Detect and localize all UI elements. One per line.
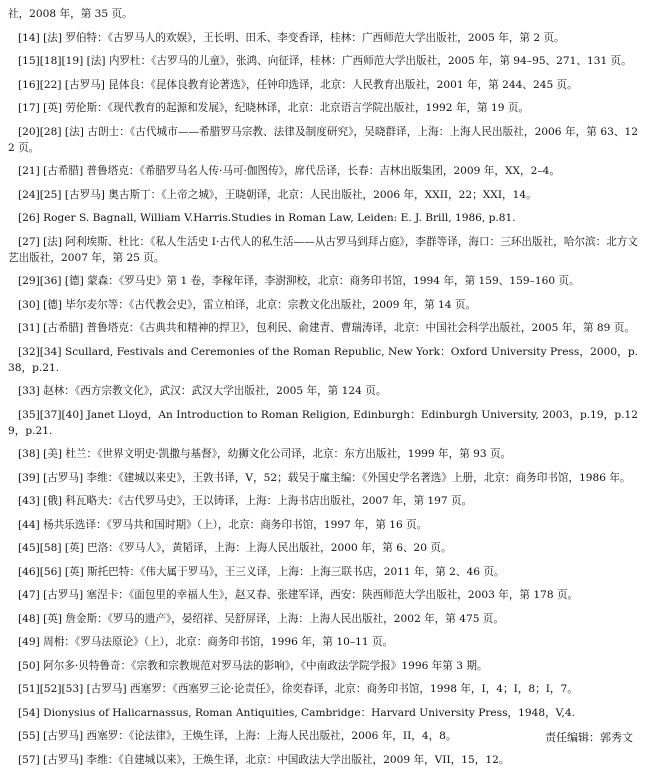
reference-item-32: [32][34] Scullard, Festivals and Ceremonies of the Roman Republic, New York：Oxford University Press，2000，p.38，p.21. xyxy=(8,345,638,374)
reference-item-43: [43] [俄] 科瓦略夫：《古代罗马史》，王以铸译，上海：上海书店出版社，2007 年，第 197 页。 xyxy=(18,495,473,507)
reference-item-continued: 社，2008 年，第 35 页。 xyxy=(8,8,133,20)
reference-item-57: [57] [古罗马] 李维：《自建城以来》，王焕生译，北京：中国政法大学出版社，2009 年，VII，15，12。 xyxy=(18,753,510,766)
reference-item-51: [51][52][53] [古罗马] 西塞罗：《西塞罗三论·论责任》，徐奕春译，北京：商务印书馆，1998 年，I，4；I，8；I，7。 xyxy=(18,683,578,695)
reference-item-16: [16][22] [古罗马] 昆体良：《昆体良教育论著选》，任钟印选译，北京：人民教育出版社，2001 年，第 244、245 页。 xyxy=(18,78,578,91)
reference-item-55: [55] [古罗马] 西塞罗：《论法律》，王焕生译，上海：上海人民出版社，2006 年，II，4，8。 xyxy=(18,730,457,742)
reference-item-50: [50] 阿尔多·贝特鲁奇：《宗教和宗教规范对罗马法的影响》，《中南政法学院学报》1996 年第 3 期。 xyxy=(18,659,488,672)
reference-item-26: [26] Roger S. Bagnall, William V.Harris.Studies in Roman Law, Leiden: E. J. Brill, 1986, p.81. xyxy=(18,212,516,224)
reference-item-48: [48] [英] 詹金斯：《罗马的遗产》，晏绍祥、吴舒屏译，上海：上海人民出版社，2002 年，第 475 页。 xyxy=(18,612,504,625)
reference-item-39: [39] [古罗马] 李维：《建城以来史》，王敦书译，V，52；载吴于廑主编：《外国史学名著选》上册，北京：商务印书馆，1986 年。 xyxy=(18,471,631,484)
reference-item-31: [31] [古希腊] 普鲁塔克：《古典共和精神的捍卫》，包利民、俞建青、曹瑞涛译，北京：中国社会科学出版社，2005 年，第 89 页。 xyxy=(18,322,635,334)
reference-item-14: [14] [法] 罗伯特：《古罗马人的欢娱》，王长明、田禾、李变香译，桂林：广西师范大学出版社，2005 年，第 2 页。 xyxy=(18,31,565,44)
reference-item-46: [46][56] [英] 斯托巴特：《伟大属于罗马》，王三义译，上海：上海三联书店，2011 年，第 2、46 页。 xyxy=(18,565,505,578)
reference-item-27: [27] [法] 阿利埃斯、杜比：《私人生活史 I·古代人的私生活——从古罗马到拜占庭》，李群等译，海口：三环出版社，哈尔滨：北方文艺出版社，2007 年，第 25 页。 xyxy=(8,235,638,264)
reference-item-20: [20][28] [法] 古朗士：《古代城市——希腊罗马宗教、法律及制度研究》，吴晓群译，上海：上海人民出版社，2006 年，第 63、122 页。 xyxy=(8,125,638,154)
reference-item-45: [45][58] [英] 巴洛：《罗马人》，黄韬译，上海：上海人民出版社，2000 年，第 6、20 页。 xyxy=(18,542,452,554)
reference-item-21: [21] [古希腊] 普鲁塔克：《希腊罗马名人传·马可·伽图传》，席代岳译，长春：吉林出版集团，2009 年，XX，2–4。 xyxy=(18,165,561,177)
reference-item-49: [49] 周枏：《罗马法原论》（上），北京：商务印书馆，1996 年，第 10–11 页。 xyxy=(18,636,394,648)
reference-item-24: [24][25] [古罗马] 奥古斯丁：《上帝之城》，王晓朝译，北京：人民出版社，2006 年，XXII，22；XXI，14。 xyxy=(18,188,537,201)
reference-list xyxy=(8,6,638,775)
reference-item-17: [17] [英] 劳伦斯：《现代教育的起源和发展》，纪晓林译，北京：北京语言学院出版社，1992 年，第 19 页。 xyxy=(18,102,530,114)
reference-item-29: [29][36] [德] 蒙森：《罗马史》第 1 卷，李稼年译，李澍泖校，北京：商务印书馆，1994 年，第 159、159–160 页。 xyxy=(18,275,580,287)
reference-item-33: [33] 赵林：《西方宗教文化》，武汉：武汉大学出版社，2005 年，第 124 页。 xyxy=(18,385,387,397)
reference-item-38: [38] [美] 杜兰：《世界文明史·凯撒与基督》，幼狮文化公司译，北京：东方出版社，1999 年，第 93 页。 xyxy=(18,448,512,460)
reference-item-44: [44] 杨共乐选译：《罗马共和国时期》（上），北京：商务印书馆，1997 年，第 16 页。 xyxy=(18,518,428,531)
reference-item-15: [15][18][19] [法] 内罗杜：《古罗马的儿童》，张鸿、向征译，桂林：广西师范大学出版社，2005 年，第 94–95、271、131 页。 xyxy=(18,55,632,67)
reference-item-30: [30] [德] 毕尔麦尔等：《古代教会史》，雷立柏译，北京：宗教文化出版社，2009 年，第 14 页。 xyxy=(18,298,477,311)
reference-item-47: [47] [古罗马] 塞涅卡：《面包里的幸福人生》，赵又春、张建军译，西安：陕西师范大学出版社，2003 年，第 178 页。 xyxy=(18,589,579,601)
reference-item-35: [35][37][40] Janet Lloyd，An Introduction to Roman Religion, Edinburgh：Edinburgh University, 2003，p.19，p.129，p.21. xyxy=(8,408,638,437)
editor-credit: 责任编辑：郭秀文 xyxy=(545,731,633,744)
reference-item-54: [54] Dionysius of Halicarnassus, Roman Antiquities, Cambridge：Harvard University Press，1948，V,4. xyxy=(18,706,575,719)
